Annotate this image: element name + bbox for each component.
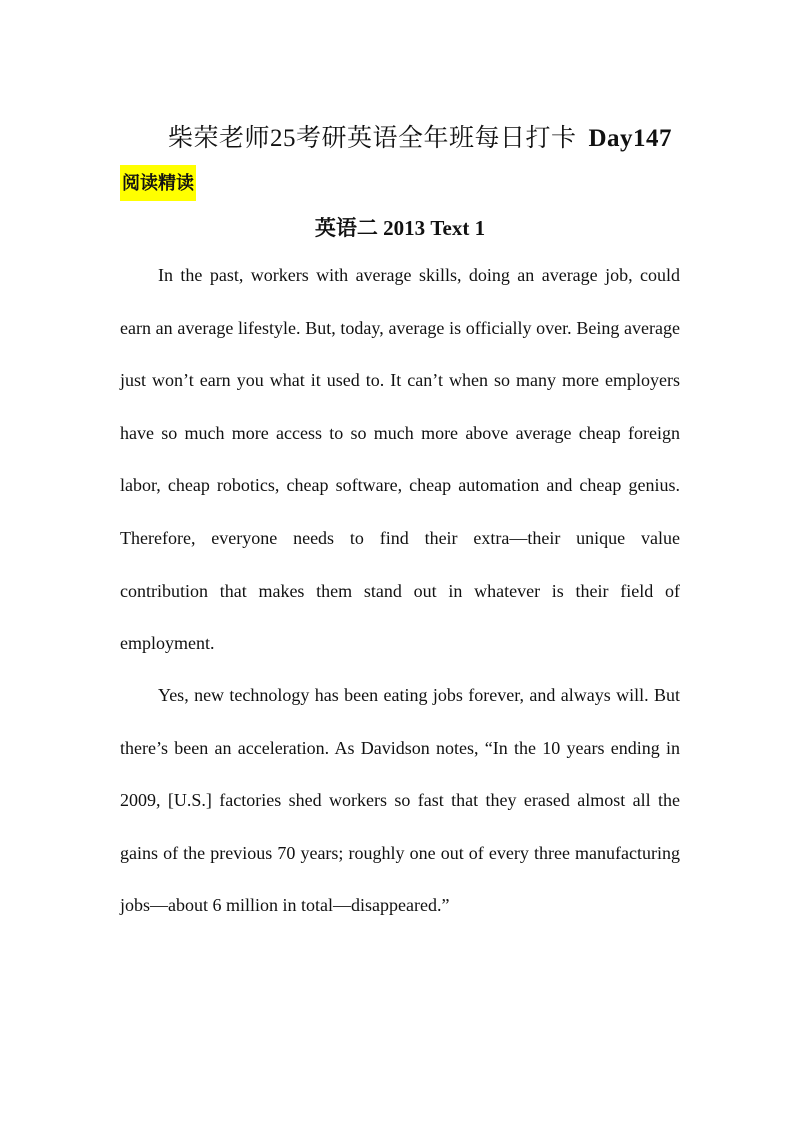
title-text: 柴荣老师25考研英语全年班每日打卡 bbox=[167, 125, 577, 152]
paragraph-1: In the past, workers with average skills, doing an average job, could earn an average lifestyle. But, today, average is officially over. Being average just won’t earn you what it used to. It can’t when so many more employers have so much more access to so much more above average cheap foreign labor, cheap robotics, cheap software, cheap automation and cheap genius. Therefore, everyone needs to find their extra—their unique value contribution that makes them stand out in whatever is their field of employment. bbox=[120, 265, 680, 654]
paragraph-2: Yes, new technology has been eating jobs forever, and always will. But there’s been an acceleration. As Davidson notes, “In the 10 years ending in 2009, [U.S.] factories shed workers so fast that they erased almost all the gains of the previous 70 years; roughly one out of every three manufacturing jobs—about 6 million in total—disappeared.” bbox=[120, 685, 680, 916]
section-badge: 阅读精读 bbox=[120, 165, 196, 201]
page-title bbox=[0, 118, 800, 154]
text-subtitle: 英语二 2013 Text 1 bbox=[314, 216, 486, 240]
day-label: Day147 bbox=[588, 125, 673, 152]
